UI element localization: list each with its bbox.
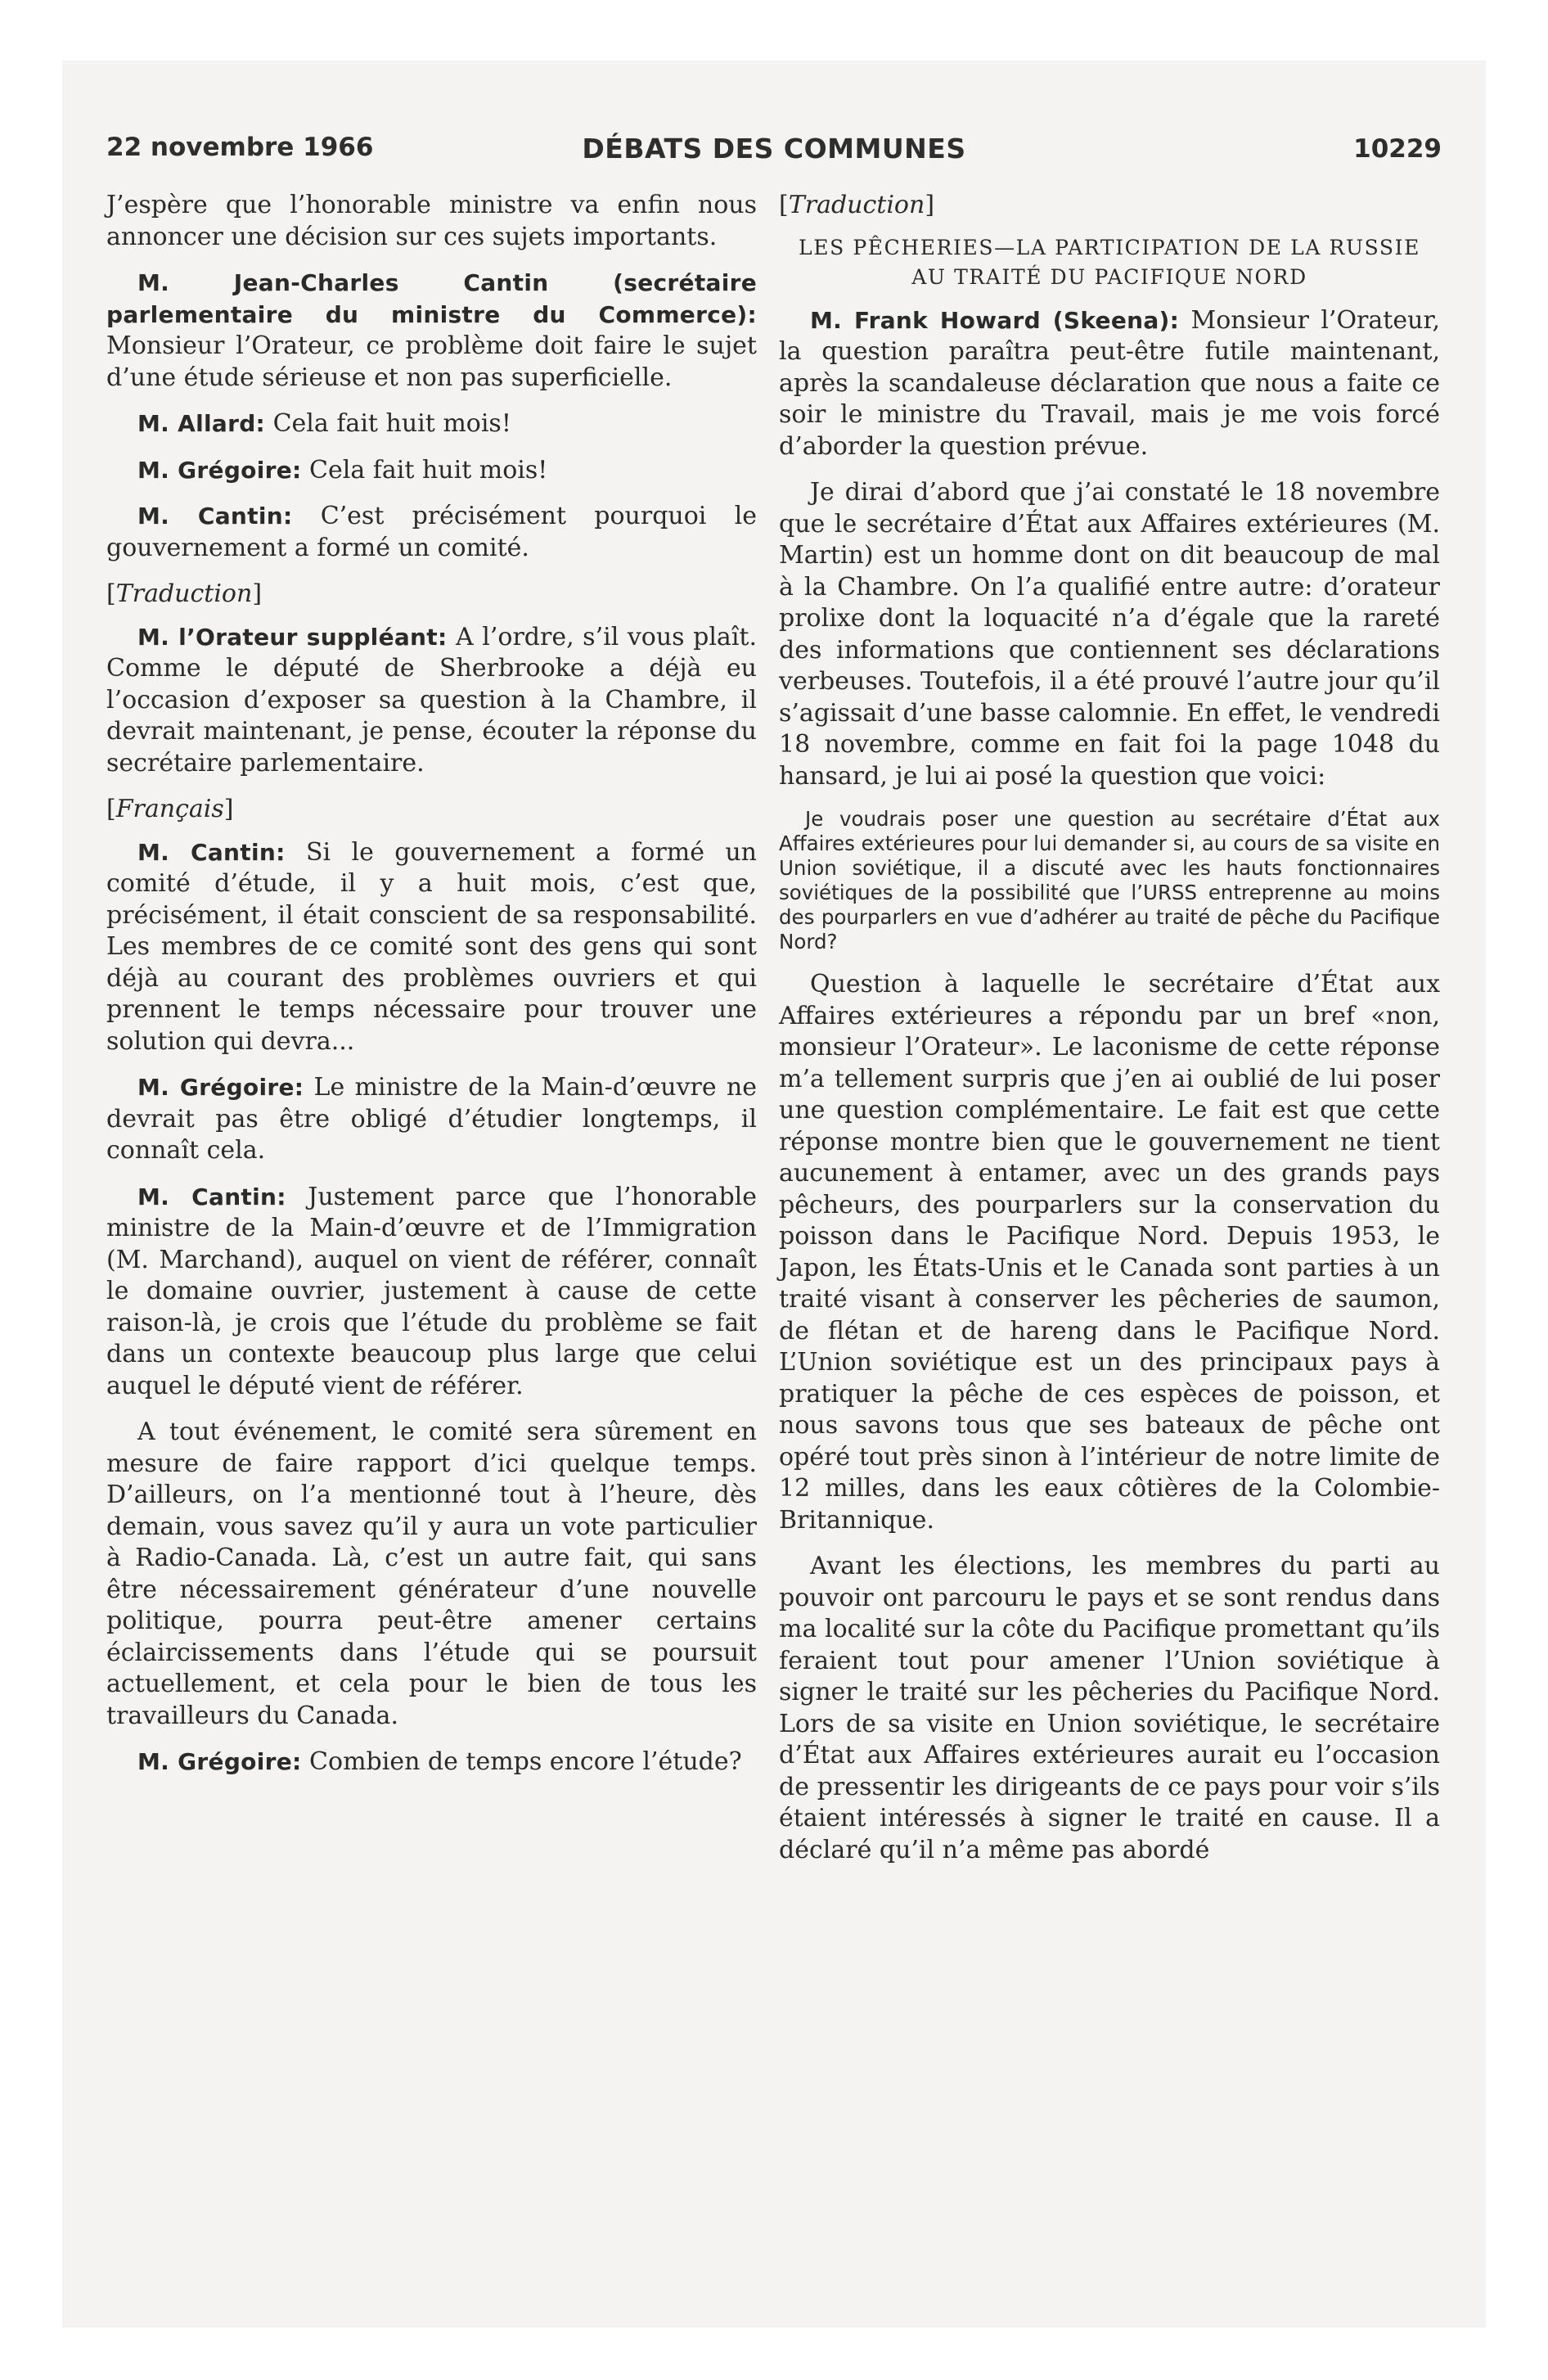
speech-text: Justement parce que l’honorable ministre de la Main-d’œuvre et de l’Immigration (M. Marchand), auquel on vient de référer, connaît le domaine ouvrier, justement à cause de cette raison-là, je crois que l’étude du problème se fait dans un contexte beaucoup plus large que celui auquel le député vient de référer. xyxy=(106,1182,757,1400)
speaker-name: M. Grégoire: xyxy=(137,456,302,484)
speech xyxy=(106,455,757,487)
paragraph: Je dirai d’abord que j’ai constaté le 18 novembre que le secrétaire d’État aux Affaires extérieures (M. Martin) est un homme dont on dit beaucoup de mal à la Chambre. On l’a qualifié entre autre: d’orateur prolixe dont la loquacité n’a d’égale que la rareté des informations que contiennent ses déclarations verbeuses. Toutefois, il a été prouvé l’autre jour qu’il s’agissait d’une basse calomnie. En effet, le vendredi 18 novembre, comme en fait foi la page 1048 du hansard, je lui ai posé la question que voici: xyxy=(779,478,1440,791)
speech-text: Le ministre de la Main-d’œuvre ne devrait pas être obligé d’étudier longtemps, il connaît cela. xyxy=(106,1073,757,1165)
speaker-name: M. Grégoire: xyxy=(137,1748,302,1775)
speech xyxy=(106,408,757,440)
section-heading: LES PÊCHERIES—LA PARTICIPATION DE LA RUSSIE AU TRAITÉ DU PACIFIQUE NORD xyxy=(799,235,1420,289)
page-header xyxy=(106,133,1442,165)
speaker-name: M. l’Orateur suppléant: xyxy=(137,623,448,651)
speech-text: Combien de temps encore l’étude? xyxy=(301,1747,742,1776)
paragraph: J’espère que l’honorable ministre va enfin nous annoncer une décision sur ces sujets importants. xyxy=(106,191,757,251)
speaker-name: M. Cantin: xyxy=(137,1183,286,1210)
paragraph: Question à laquelle le secrétaire d’État aux Affaires extérieures a répondu par un bref «non, monsieur l’Orateur». Le laconisme de cette réponse m’a tellement surpris que j’en ai oublié de lui poser une question complémentaire. Le fait est que cette réponse montre bien que le gouvernement ne tient aucunement à entamer, avec un des grands pays pêcheurs, des pourparlers sur la conservation du poisson dans le Pacifique Nord. Depuis 1953, le Japon, les États-Unis et le Canada sont parties à un traité visant à conserver les pêcheries de saumon, de flétan et de hareng dans le Pacifique Nord. L’Union soviétique est un des principaux pays à pratiquer la pêche de ces espèces de poisson, et nous savons tous que ses bateaux de pêche ont opéré tout près sinon à l’intérieur de notre limite de 12 milles, dans les eaux côtières de la Colombie-Britannique. xyxy=(779,970,1440,1535)
rubric-text: Français xyxy=(115,795,224,823)
paragraph: Avant les élections, les membres du parti au pouvoir ont parcouru le pays et se sont rendus dans ma localité sur la côte du Pacifique promettant qu’ils feraient tout pour amener l’Union soviétique à signer le traité sur les pêcheries du Pacifique Nord. Lors de sa visite en Union soviétique, le secrétaire d’État aux Affaires extérieures aurait eu l’occasion de pressentir les dirigeants de ce pays pour voir s’ils étaient intéressés à signer le traité en cause. Il a déclaré qu’il n’a même pas abordé xyxy=(779,1552,1440,1864)
speaker-name: M. Frank Howard (Skeena): xyxy=(810,306,1180,334)
speech xyxy=(106,622,757,780)
right-column xyxy=(779,190,1440,1881)
speech-text: Cela fait huit mois! xyxy=(265,409,511,438)
speech xyxy=(106,1182,757,1403)
language-rubric: [Traduction] xyxy=(779,191,935,219)
speech-text: Si le gouvernement a formé un comité d’étude, il y a huit mois, c’est que, précisément, il était conscient de sa responsabilité. Les membres de ce comité sont des gens qui sont déjà au courant des problèmes ouvriers et qui prennent le temps nécessaire pour trouver une solution qui devra... xyxy=(106,837,757,1056)
speech xyxy=(106,268,757,394)
speech-text: Monsieur l’Orateur, la question paraîtra peut-être futile maintenant, après la scandaleuse déclaration que nous a faite ce soir le ministre du Travail, mais je me vois forcé d’aborder la question prévue. xyxy=(779,305,1440,461)
speaker-name: M. Cantin: xyxy=(137,503,293,530)
rubric-text: Traduction xyxy=(788,191,925,219)
speaker-name: M. Jean-Charles Cantin (secrétaire parlementaire du ministre du Commerce): xyxy=(106,269,757,328)
paragraph: A tout événement, le comité sera sûrement en mesure de faire rapport d’ici quelque temps. D’ailleurs, on l’a mentionné tout à l’heure, dès demain, vous savez qu’il y aura un vote particulier à Radio-Canada. Là, c’est un autre fait, qui sans être nécessairement générateur d’une nouvelle politique, pourra peut-être amener certains éclaircissements dans l’étude qui se poursuit actuellement, et cela pour le bien de tous les travailleurs du Canada. xyxy=(106,1418,757,1730)
left-column xyxy=(106,190,757,1793)
speaker-name: M. Grégoire: xyxy=(137,1074,304,1101)
speech xyxy=(106,501,757,564)
header-page-number: 10229 xyxy=(1353,134,1442,164)
rubric-text: Traduction xyxy=(115,579,253,608)
header-title: DÉBATS DES COMMUNES xyxy=(582,133,966,165)
hansard-quote: Je voudrais poser une question au secrétaire d’État aux Affaires extérieures pour lui demander si, au cours de sa visite en Union soviétique, il a discuté avec les hauts fonctionnaires soviétiques de la possibilité que l’URSS entreprenne au moins des pourparlers en vue d’adhérer au traité de pêche du Pacifique Nord? xyxy=(779,807,1440,953)
speech xyxy=(106,837,757,1058)
language-rubric: [Français] xyxy=(106,795,234,823)
speech xyxy=(779,305,1440,463)
speaker-name: M. Allard: xyxy=(137,410,266,437)
speaker-name: M. Cantin: xyxy=(137,838,286,866)
header-date: 22 novembre 1966 xyxy=(106,133,374,162)
language-rubric: [Traduction] xyxy=(106,579,263,608)
speech xyxy=(106,1072,757,1167)
speech-text: Monsieur l’Orateur, ce problème doit faire le sujet d’une étude sérieuse et non pas superficielle. xyxy=(106,331,757,392)
speech-text: C’est précisément pourquoi le gouvernement a formé un comité. xyxy=(106,502,757,562)
speech-text: Cela fait huit mois! xyxy=(301,455,548,485)
speech-text: A l’ordre, s’il vous plaît. Comme le député de Sherbrooke a déjà eu l’occasion d’exposer sa question à la Chambre, il devrait maintenant, je pense, écouter la réponse du secrétaire parlementaire. xyxy=(106,622,758,778)
speech xyxy=(106,1747,757,1778)
